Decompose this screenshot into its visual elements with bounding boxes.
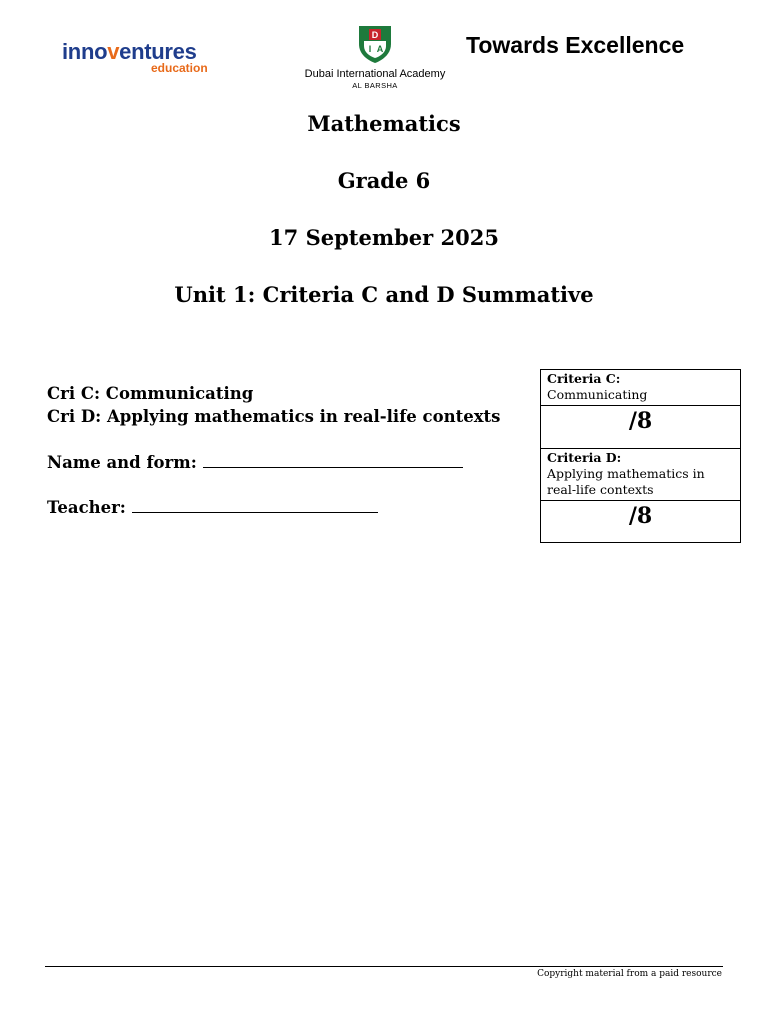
criteria-d-line: Cri D: Applying mathematics in real-life contexts [47,407,501,426]
name-form-field [47,452,463,474]
tagline: Towards Excellence [466,32,685,58]
criteria-c-desc: Communicating [547,387,648,402]
teacher-label: Teacher: [47,498,126,517]
dia-shield-icon [357,24,393,64]
criteria-d-score[interactable]: /8 [541,500,740,542]
criteria-d-desc-2: real-life contexts [547,482,654,497]
name-form-blank[interactable] [203,453,463,468]
date-title: 17 September 2025 [269,225,499,250]
criteria-c-header [541,370,740,405]
dia-logo [290,24,460,94]
innoventures-logo-sub: education [151,61,208,75]
dia-letter-a: A [376,44,384,54]
grade-title: Grade 6 [337,168,431,193]
unit-title: Unit 1: Criteria C and D Summative [174,282,594,307]
dia-campus: AL BARSHA [352,81,398,90]
criteria-d-desc-1: Applying mathematics in [547,466,705,481]
innoventures-logo: innoventures education [62,39,208,75]
criteria-c-score[interactable]: /8 [541,405,740,448]
dia-letter-d: D [371,30,379,40]
teacher-blank[interactable] [132,498,378,513]
criteria-c-title: Criteria C: [547,371,621,386]
copyright-notice: Copyright material from a paid resource [537,969,722,979]
subject-title: Mathematics [307,111,461,136]
criteria-d-title: Criteria D: [547,450,622,465]
dia-letter-i: I [368,44,372,54]
teacher-field [47,497,378,519]
criteria-d-header [541,448,740,500]
dia-name: Dubai International Academy [304,68,446,80]
score-box [540,369,741,543]
footer-divider [45,966,723,967]
name-form-label: Name and form: [47,453,197,472]
criteria-c-line: Cri C: Communicating [47,384,254,403]
